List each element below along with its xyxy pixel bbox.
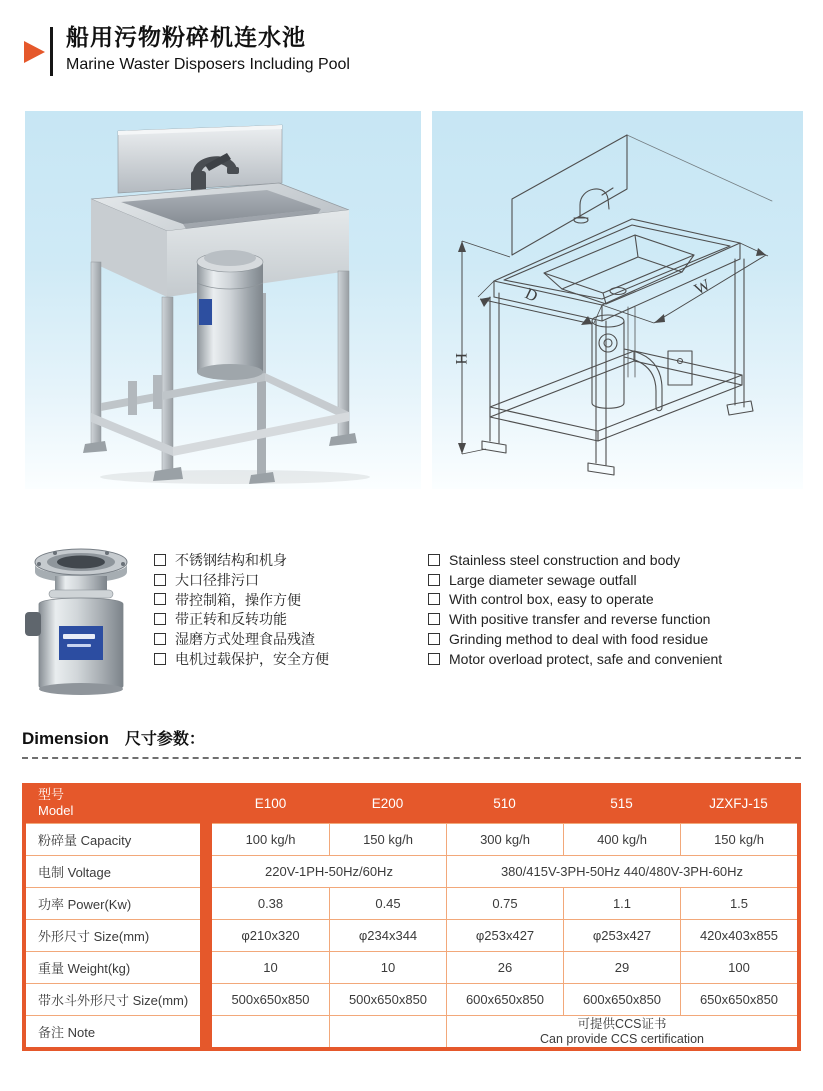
checkbox-icon: [154, 613, 166, 625]
model-name: JZXFJ-15: [709, 795, 768, 811]
row-label: 电制 Voltage: [26, 855, 200, 887]
feature-list-zh: [154, 550, 329, 669]
foot: [153, 467, 183, 481]
dimension-heading-en: Dimension: [22, 729, 109, 748]
table-row-size-with-sink: 带水斗外形尺寸 Size(mm) 500x650x850 500x650x850 600x650x850 600x650x850 650x650x850: [26, 983, 797, 1015]
model-name: 510: [493, 795, 516, 811]
product-photo: [25, 111, 421, 489]
row-label: 功率 Power(Kw): [26, 887, 200, 919]
width-dimension-label: W: [691, 276, 714, 299]
list-item: Large diameter sewage outfall: [428, 570, 722, 590]
section-heading-dimension: [22, 726, 205, 749]
row-label: 外形尺寸 Size(mm): [26, 919, 200, 951]
floor-shadow: [100, 470, 370, 484]
list-item: 电机过载保护，安全方便: [154, 649, 329, 669]
inlet-opening: [57, 556, 105, 569]
brand-label: [199, 299, 212, 325]
product-photo-panel: [25, 111, 421, 489]
column-divider: [200, 983, 212, 1015]
shelf-rail: [265, 373, 349, 421]
empty-cell: [212, 1015, 329, 1047]
basin-opening: [544, 235, 694, 293]
control-box-outline: [668, 351, 692, 385]
list-item: 不锈钢结构和机身: [154, 550, 329, 570]
row-label: 粉碎量 Capacity: [26, 823, 200, 855]
depth-dimension-label: D: [522, 285, 541, 306]
row-label: 带水斗外形尺寸 Size(mm): [26, 983, 200, 1015]
table-row-weight: 重量 Weight(kg) 10 10 26 29 100: [26, 951, 797, 983]
checkbox-icon: [428, 593, 440, 605]
list-item: With control box, easy to operate: [428, 590, 722, 610]
column-divider: [200, 951, 212, 983]
table-row-size: 外形尺寸 Size(mm) φ210x320 φ234x344 φ253x427 φ253x427 420x403x855: [26, 919, 797, 951]
checkbox-icon: [428, 653, 440, 665]
clamp-ring: [49, 590, 113, 598]
spec-table: [22, 783, 801, 1051]
drain-outline: [610, 288, 626, 295]
basin-bottom: [562, 257, 682, 304]
column-divider: [200, 823, 212, 855]
checkbox-icon: [428, 554, 440, 566]
checkbox-icon: [428, 574, 440, 586]
list-item: 湿磨方式处理食品残渣: [154, 629, 329, 649]
model-header-cell: 型号 Model: [38, 786, 74, 818]
column-divider: [200, 1015, 212, 1047]
list-item: With positive transfer and reverse function: [428, 609, 722, 629]
note-cell: 可提供CCS证书 Can provide CCS certification: [446, 1015, 797, 1047]
checkbox-icon: [428, 633, 440, 645]
checkbox-icon: [154, 633, 166, 645]
model-name: E100: [254, 795, 287, 811]
backsplash-outline: [512, 135, 627, 255]
brand-label: [59, 626, 103, 660]
dimension-arrows: [458, 241, 766, 454]
disposer-unit: [197, 250, 263, 380]
feature-list-en: [428, 550, 722, 669]
column-divider: [200, 887, 212, 919]
accent-triangle-icon: [24, 41, 45, 63]
row-label: 备注 Note: [26, 1015, 200, 1047]
page-title-en: Marine Waster Disposers Including Pool: [66, 55, 350, 73]
disposer-photo: [25, 536, 137, 704]
foot: [83, 441, 107, 453]
dimension-lines: [462, 241, 768, 454]
checkbox-icon: [428, 613, 440, 625]
list-item: 带正转和反转功能: [154, 609, 329, 629]
checkbox-icon: [154, 653, 166, 665]
faucet-outline: [574, 188, 613, 223]
table-row-note: [26, 1015, 797, 1047]
dimension-heading-zh: 尺寸参数：: [124, 731, 205, 748]
list-item: Motor overload protect, safe and convenient: [428, 649, 722, 669]
column-divider: [200, 919, 212, 951]
column-divider: [200, 855, 212, 887]
checkbox-icon: [154, 554, 166, 566]
table-row-power: 功率 Power(Kw) 0.38 0.45 0.75 1.1 1.5: [26, 887, 797, 919]
model-name: E200: [371, 795, 404, 811]
table-row-capacity: 粉碎量 Capacity 100 kg/h 150 kg/h 300 kg/h 400 kg/h 150 kg/h: [26, 823, 797, 855]
shelf-outline: [490, 351, 742, 431]
page-title-zh: 船用污物粉碎机连水池: [66, 24, 306, 50]
table-row-voltage: 电制 Voltage 220V-1PH-50Hz/60Hz 380/415V-3PH-50Hz 440/480V-3PH-60Hz: [26, 855, 797, 887]
technical-drawing: [432, 111, 803, 489]
page-title: [66, 24, 350, 74]
checkbox-icon: [154, 574, 166, 586]
model-name: 515: [610, 795, 633, 811]
dashed-divider: [22, 757, 801, 759]
list-item: 大口径排污口: [154, 570, 329, 590]
list-item: 带控制箱，操作方便: [154, 590, 329, 610]
row-label: 重量 Weight(kg): [26, 951, 200, 983]
technical-drawing-panel: [432, 111, 803, 489]
empty-cell: [329, 1015, 446, 1047]
table-header-row: [26, 783, 797, 823]
checkbox-icon: [154, 593, 166, 605]
list-item: Stainless steel construction and body: [428, 550, 722, 570]
height-dimension-label: H: [452, 353, 469, 365]
list-item: Grinding method to deal with food residue: [428, 629, 722, 649]
title-divider-bar: [50, 27, 53, 76]
side-outlet: [25, 612, 41, 636]
